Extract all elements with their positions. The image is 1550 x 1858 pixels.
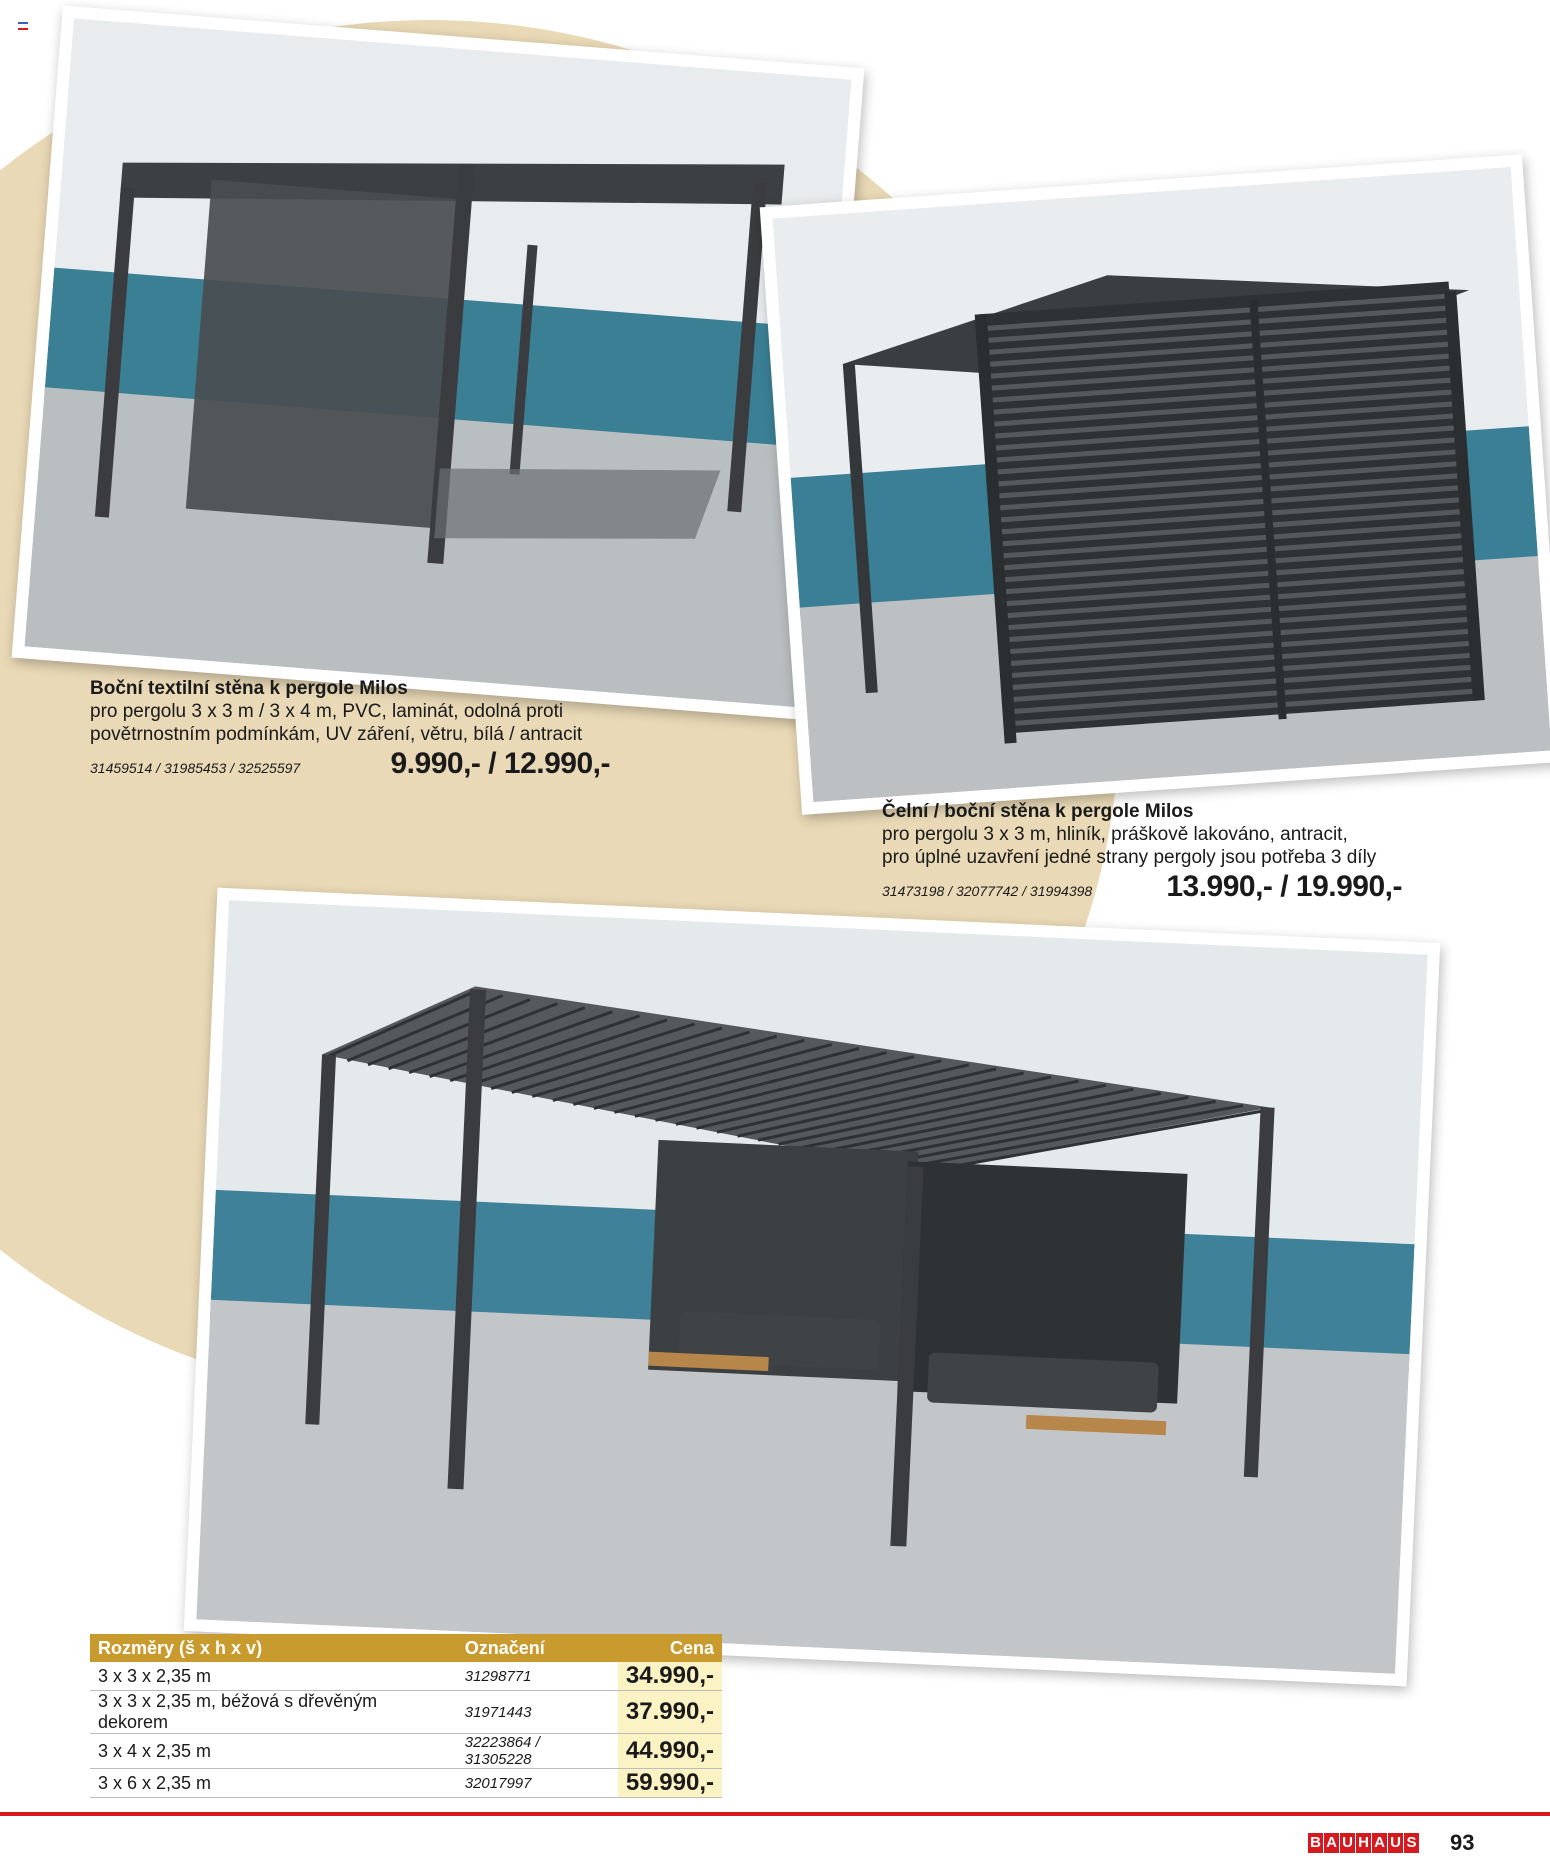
flag-icon xyxy=(18,22,28,30)
row-price: 34.990,- xyxy=(618,1662,722,1691)
row-code: 32017997 xyxy=(457,1769,618,1798)
logo-letter: B xyxy=(1308,1833,1323,1853)
product-description-line: pro pergolu 3 x 3 m, hliník, práškově lakováno, antracit, xyxy=(882,824,1348,845)
logo-letter: U xyxy=(1340,1833,1355,1853)
row-size: 3 x 6 x 2,35 m xyxy=(90,1769,457,1798)
photo-textile-wall-pergola xyxy=(12,5,865,720)
footer-divider xyxy=(0,1812,1550,1816)
row-code: 32223864 / 31305228 xyxy=(457,1734,618,1769)
row-price: 44.990,- xyxy=(618,1734,722,1769)
table-row xyxy=(90,1769,722,1798)
logo-letter: A xyxy=(1372,1833,1387,1853)
logo-letter: U xyxy=(1388,1833,1403,1853)
row-code: 31298771 xyxy=(457,1662,618,1691)
product-title: Čelní / boční stěna k pergole Milos xyxy=(882,801,1194,822)
page-number: 93 xyxy=(1450,1830,1475,1855)
table-row xyxy=(90,1662,722,1691)
product-price: 9.990,- / 12.990,- xyxy=(390,747,610,780)
logo-letter: H xyxy=(1356,1833,1371,1853)
table-header-code: Označení xyxy=(464,1637,545,1658)
table-header-size: Rozměry (š x h x v) xyxy=(98,1637,263,1658)
product-louvered-wall xyxy=(882,800,1402,903)
product-description-line: pro pergolu 3 x 3 m / 3 x 4 m, PVC, laminát, odolná proti xyxy=(90,701,564,722)
bauhaus-logo xyxy=(1308,1833,1419,1853)
table-header-price: Cena xyxy=(618,1634,722,1662)
photo-pergola-milos-lounge xyxy=(184,888,1440,1687)
pergola-size-price-table xyxy=(90,1634,722,1798)
row-code: 31971443 xyxy=(457,1691,618,1734)
row-price: 59.990,- xyxy=(618,1769,722,1798)
row-size: 3 x 3 x 2,35 m, béžová s dřevěným dekorem xyxy=(90,1691,457,1734)
product-description-line: pro úplné uzavření jedné strany pergoly jsou potřeba 3 díly xyxy=(882,847,1377,868)
product-sku: 31459514 / 31985453 / 32525597 xyxy=(90,760,301,776)
product-description-line: povětrnostním podmínkám, UV záření, větru, bílá / antracit xyxy=(90,724,583,745)
logo-letter: S xyxy=(1404,1833,1419,1853)
table-row xyxy=(90,1691,722,1734)
row-price: 37.990,- xyxy=(618,1691,722,1734)
table-row xyxy=(90,1734,722,1769)
product-textile-wall xyxy=(90,677,610,780)
photo-louvered-wall-pergola xyxy=(760,154,1550,815)
row-size: 3 x 4 x 2,35 m xyxy=(90,1734,457,1769)
row-size: 3 x 3 x 2,35 m xyxy=(90,1662,457,1691)
logo-letter: A xyxy=(1324,1833,1339,1853)
product-title: Boční textilní stěna k pergole Milos xyxy=(90,678,408,699)
product-price: 13.990,- / 19.990,- xyxy=(1166,870,1402,903)
table-header-row xyxy=(90,1634,722,1662)
product-sku: 31473198 / 32077742 / 31994398 xyxy=(882,883,1093,899)
